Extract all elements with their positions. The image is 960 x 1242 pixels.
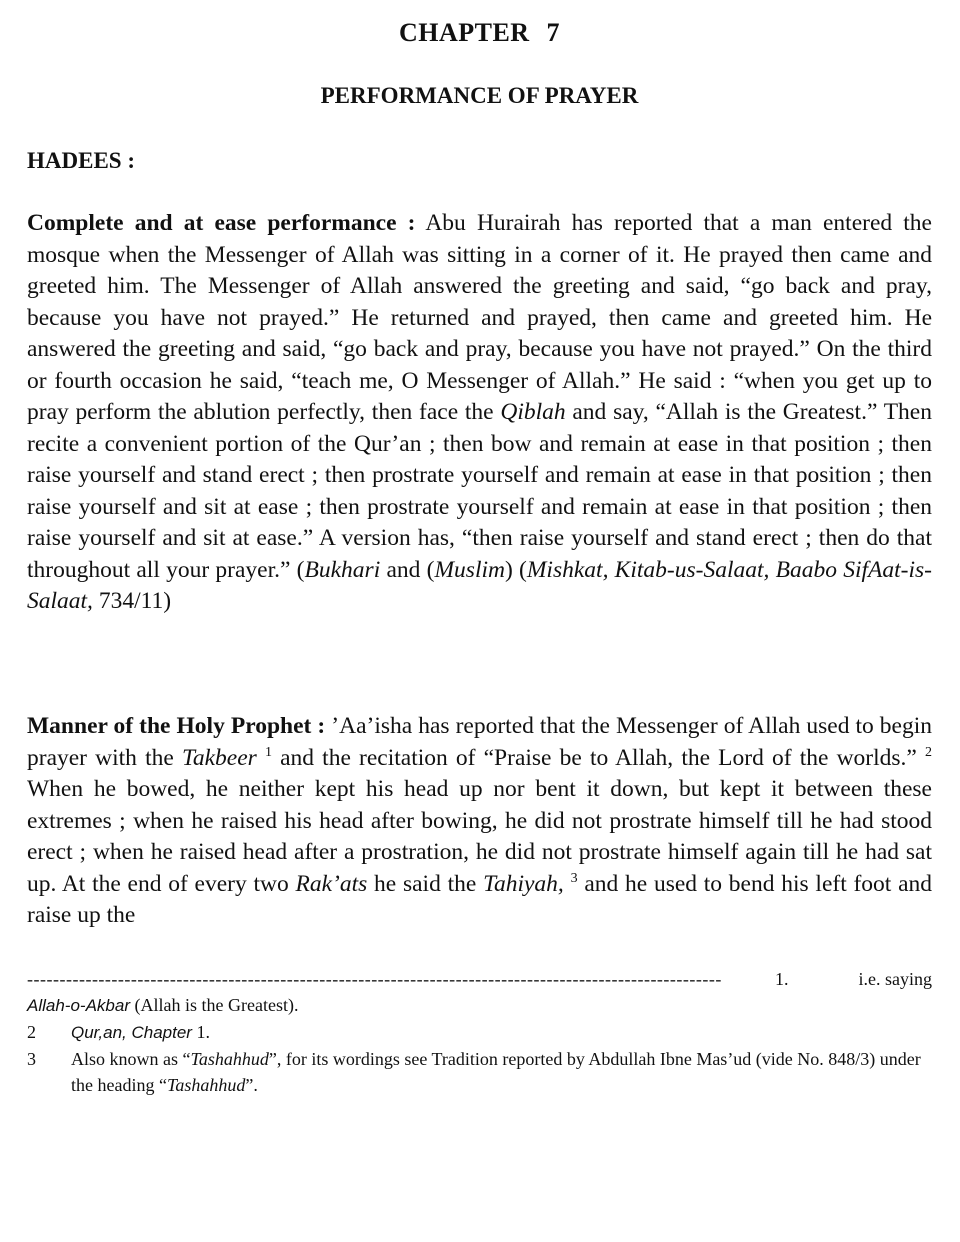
footnote-text: i.e. saying	[858, 969, 932, 989]
italic-term: Rak’ats	[295, 870, 368, 897]
paragraph-manner-of-prophet	[27, 711, 932, 932]
reference-source: Bukhari	[304, 556, 381, 583]
footnote-text: ”, for its wordings see Tradition reported by Abdullah Ibne Mas’ud (vide No. 848/3) under the heading “	[71, 1049, 921, 1095]
footnote-divider: -----------------------------------------------------------------------------------------------------------	[27, 969, 722, 989]
paragraph-text: and the recitation of “Praise be to Allah, the Lord of the worlds.”	[271, 744, 917, 771]
chapter-heading: CHAPTER 7	[398, 18, 561, 47]
footnote-body	[71, 1019, 932, 1046]
footnote-2	[27, 1019, 932, 1046]
footnote-italic: Qur,an, Chapter	[71, 1023, 192, 1042]
paragraph-text: Abu Hurairah has reported that a man entered the mosque when the Messenger of Allah was sitting in a corner of it. He prayed then came and greeted him. The Messenger of Allah answered the greeting and said, “go back and pray, because you have not prayed.” He returned and prayed, then came and greeted him. He answered the greeting and said, “go back and pray, because you have not prayed.” On the third or fourth occasion he said, “teach me, O Messenger of Allah.” He said : “when you get up to pray perform the ablution perfectly, then face the	[27, 210, 932, 425]
paragraph-lead: Complete and at ease performance :	[27, 210, 416, 236]
italic-term: Tahiyah,	[483, 870, 564, 897]
footnotes	[27, 966, 932, 1098]
footnote-3	[27, 1046, 932, 1098]
paragraph-text: he said the	[367, 870, 484, 897]
paragraph-complete-performance	[27, 208, 932, 618]
footnote-italic: Tashahhud	[190, 1049, 269, 1069]
paragraph-text: When he bowed, he neither kept his head up nor bent it down, but kept it between these extremes ; when he raised his head after bowing, he did not prostrate himself till he had stood erect ; when he raised head after a prostration, he did not prostrate himself again till he had sat up. At the end of every two	[27, 776, 932, 897]
italic-term: Qiblah	[500, 399, 566, 425]
paragraph-text: ) (	[504, 556, 527, 583]
footnote-number: 3	[27, 1049, 36, 1069]
reference-source: Mishkat, Kitab-us-Salaat, Baabo SifAat-is-Salaat,	[27, 556, 932, 614]
paragraph-text: and (	[380, 556, 435, 583]
footnote-rule	[27, 966, 932, 992]
footnote-italic: Tashahhud	[166, 1075, 246, 1095]
reference-source: Muslim	[434, 556, 505, 583]
paragraph-text: and he used to bend his left foot and raise up the	[27, 870, 933, 928]
footnote-text: 1.	[191, 1022, 210, 1042]
page-title: PERFORMANCE OF PRAYER	[320, 83, 639, 108]
footnote-marker[interactable]: 1	[264, 744, 272, 760]
paragraph-lead: Manner of the Holy Prophet :	[27, 713, 326, 739]
footnote-marker[interactable]: 2	[925, 744, 933, 760]
paragraph-text: ’Aa’isha has reported that the Messenger of Allah used to begin prayer with the	[27, 713, 933, 771]
paragraph-text: and say, “Allah is the Greatest.” Then recite a convenient portion of the Qur’an ; then bow and remain at ease in that position ; then raise yourself and stand erect ; then prostrate yourself and remain at ease in that position ; then raise yourself and sit at ease ; then prostrate yourself and remain at ease in that position ; then raise yourself and sit at ease.” A version has, “then raise yourself and stand erect ; then do that throughout all your prayer.” (	[27, 399, 932, 583]
footnote-1-continuation	[27, 992, 932, 1019]
footnote-marker[interactable]: 3	[570, 870, 578, 886]
footnote-text: (Allah is the Greatest).	[130, 995, 299, 1015]
footnote-text: ”.	[245, 1075, 258, 1095]
footnote-body	[71, 1046, 932, 1098]
reference-number: 734/11)	[92, 588, 172, 614]
section-heading: HADEES :	[27, 148, 135, 173]
footnote-text: Also known as “	[71, 1049, 191, 1069]
italic-term: Takbeer	[181, 744, 257, 771]
footnote-number: 2	[27, 1022, 36, 1042]
footnote-italic: Allah-o-Akbar	[27, 996, 130, 1015]
footnote-number: 1.	[775, 969, 789, 989]
